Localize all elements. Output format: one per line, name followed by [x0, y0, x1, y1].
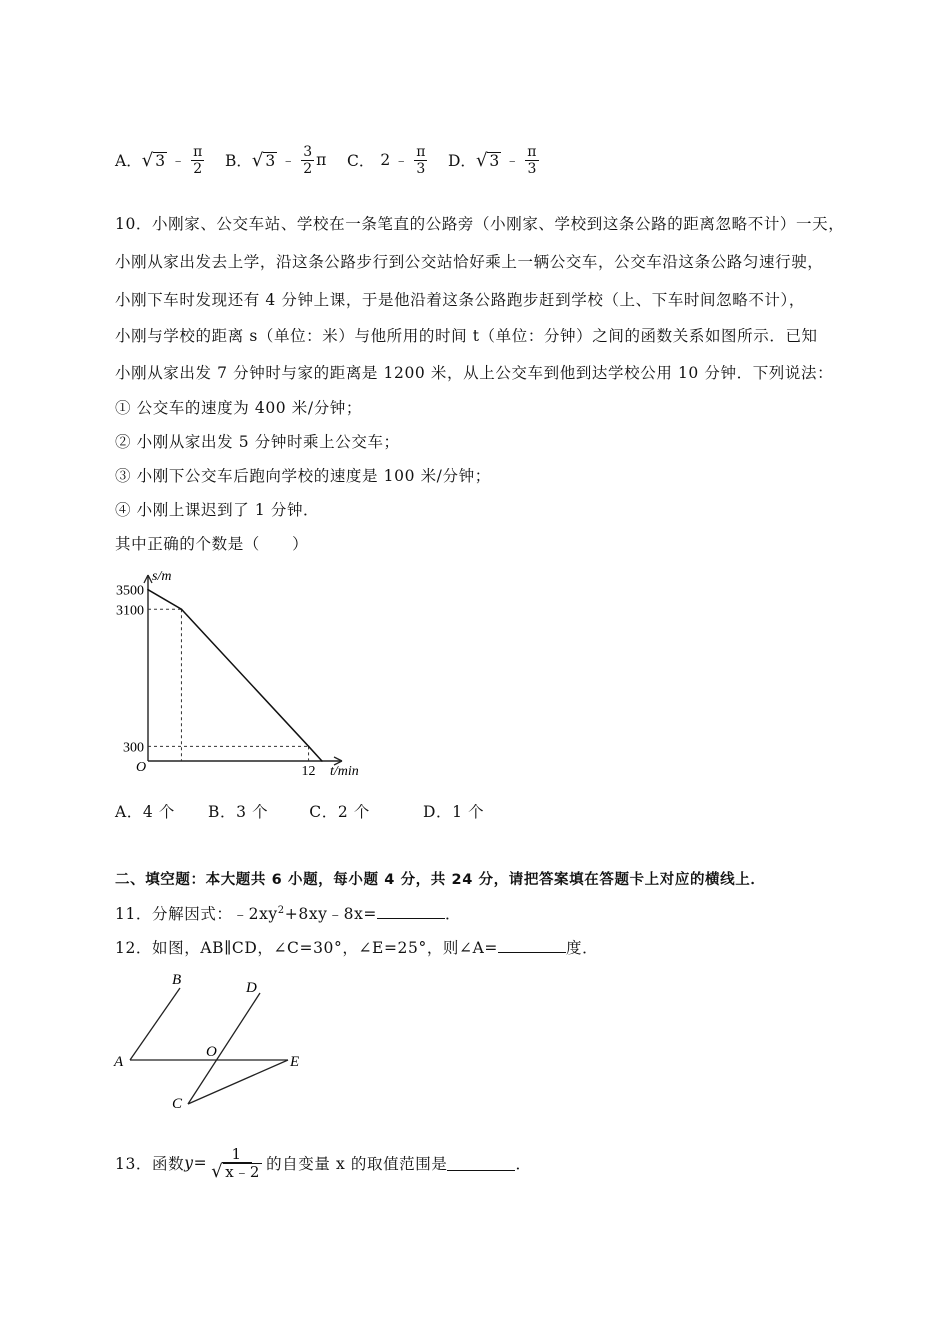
q10-line-1: 10．小刚家、公交车站、学校在一条笔直的公路旁（小刚家、学校到这条公路的距离忽略不计）一天， [115, 215, 845, 233]
q10-statement-1: ① 公交车的速度为 400 米/分钟； [115, 399, 362, 417]
q10-line-2: 小刚从家出发去上学，沿这条公路步行到公交站恰好乘上一辆公交车，公交车沿这条公路匀速行驶， [115, 253, 824, 271]
fraction: $\frac{\pi}{2}$ [193, 143, 203, 177]
answer-blank[interactable] [447, 1156, 515, 1171]
answer-blank[interactable] [498, 952, 566, 953]
data-point-0 [147, 589, 149, 591]
label-c: C [172, 1096, 183, 1112]
sqrt-symbol: √ [211, 1160, 224, 1182]
q10-option-c[interactable]: C．2 个 [309, 803, 370, 821]
distance-time-graph [110, 565, 370, 785]
y-tick-label: 3500 [116, 583, 144, 599]
x-axis-title: t/min [330, 764, 359, 779]
q10-statement-4: ④ 小刚上课迟到了 1 分钟． [115, 501, 320, 519]
fraction: $\frac{3}{2}$ [303, 143, 313, 177]
data-point-3 [321, 760, 323, 762]
q10-options [115, 800, 484, 822]
parallel-lines-figure [110, 968, 305, 1113]
q10-line-4: 小刚与学校的距离 s（单位：米）与他所用的时间 t（单位：分钟）之间的函数关系如图所示．已知 [115, 327, 818, 345]
fraction: 1 √ x﹣2 [211, 1145, 261, 1182]
answer-blank[interactable] [377, 918, 445, 919]
y-tick-label: 300 [123, 740, 144, 756]
q11-line: 11．分解因式：$﹣2xy^2+8xy﹣8x=$ ． [115, 904, 462, 923]
option-label: B． [225, 152, 252, 170]
q10-option-d[interactable]: D．1 个 [423, 803, 485, 821]
y-tick-label: 3100 [116, 603, 144, 619]
series-line-0 [148, 590, 322, 761]
q10-option-b[interactable]: B．3 个 [208, 803, 269, 821]
fraction: $\frac{\pi}{3}$ [527, 143, 537, 177]
option-label: D． [448, 152, 476, 170]
q10-line-3: 小刚下车时发现还有 4 分钟上课，于是他沿着这条公路跑步赶到学校（上、下车时间忽略不计）， [115, 291, 805, 309]
q9-option-a[interactable]: A． √ 3 ﹣ $\frac{\pi}{2}$ [115, 143, 203, 177]
label-a: A [114, 1054, 124, 1070]
q10-option-a[interactable]: A．4 个 [115, 803, 175, 821]
label-b: B [172, 972, 182, 988]
data-point-2 [308, 746, 310, 748]
data-point-1 [181, 608, 183, 610]
fraction: $\frac{\pi}{3}$ [416, 143, 426, 177]
label-o: O [206, 1044, 217, 1060]
q10-statement-3: ③ 小刚下公交车后跑向学校的速度是 100 米/分钟； [115, 467, 491, 485]
section-heading: 二、填空题：本大题共 6 小题，每小题 4 分，共 24 分，请把答案填在答题卡上对应的横线上． [115, 872, 766, 888]
q9-option-c[interactable]: C． 2 ﹣ $\frac{\pi}{3}$ [347, 143, 426, 177]
option-label: A． [115, 152, 142, 170]
label-e: E [290, 1054, 300, 1070]
q10-question: 其中正确的个数是（ ） [115, 535, 309, 553]
q10-line-5: 小刚从家出发 7 分钟时与家的距离是 1200 米，从上公交车到他到达学校公用 10 分钟．下列说法： [115, 364, 834, 382]
y-axis-title: s/m [152, 569, 172, 584]
q10-statement-2: ② 小刚从家出发 5 分钟时乘上公交车； [115, 433, 400, 451]
sqrt-symbol: √ 3 [251, 149, 276, 171]
q9-option-b[interactable]: B． √ 3 ﹣ $\frac{3}{2}$ π [225, 143, 327, 177]
q13-line: 13．函数 y= 1 √ x﹣2 的自变量 x 的取值范围是 ． [115, 1145, 532, 1182]
option-label: C． [347, 152, 375, 170]
sqrt-symbol: √ 3 [141, 149, 166, 171]
origin-label: O [136, 760, 147, 775]
q9-option-d[interactable]: D． √ 3 ﹣ $\frac{\pi}{3}$ [448, 143, 537, 177]
sqrt-symbol: √ 3 [475, 149, 500, 171]
q12-line: 12．如图，AB∥CD，∠C=30°，∠E=25°，则∠A= 度． [115, 939, 599, 957]
label-d: D [246, 980, 257, 996]
x-tick-label: 12 [301, 764, 316, 779]
